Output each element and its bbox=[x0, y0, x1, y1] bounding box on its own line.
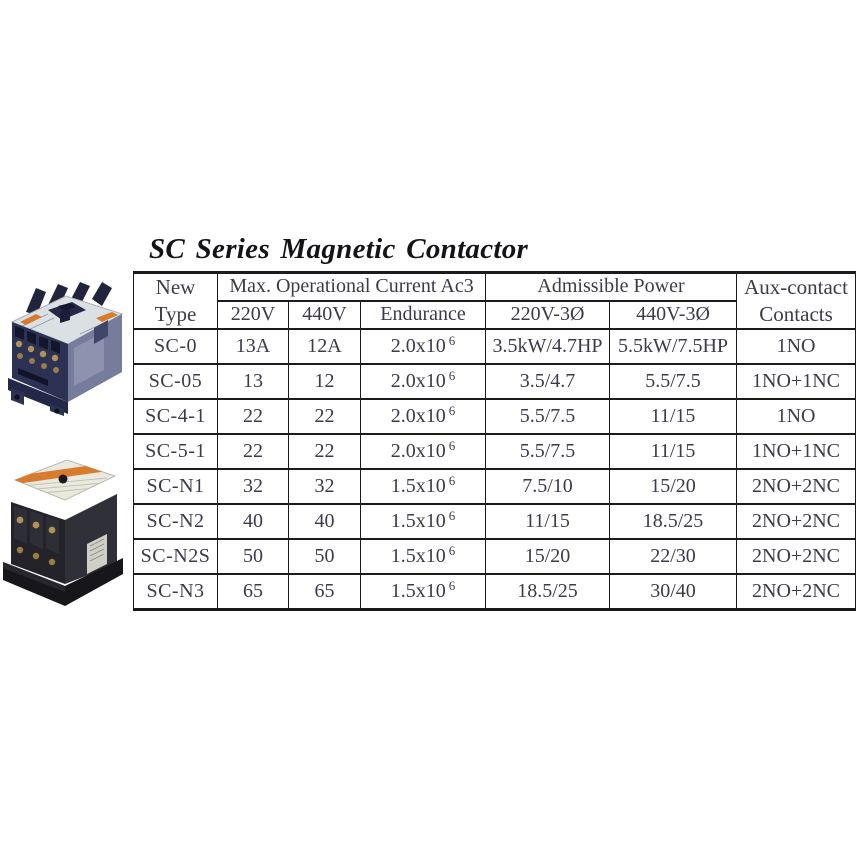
cell-440v: 22 bbox=[289, 399, 361, 434]
cell-endurance: 1.5x10 $^6$ bbox=[361, 539, 486, 574]
col-header-new-type: New Type bbox=[134, 273, 218, 330]
cell-220v: 50 bbox=[218, 539, 289, 574]
table-row bbox=[134, 504, 856, 539]
cell-type: SC-N2S bbox=[134, 539, 218, 574]
group-header-power: Admissible Power bbox=[486, 273, 737, 301]
cell-power-220v: 7.5/10 bbox=[486, 469, 610, 504]
large-contactor-photo bbox=[3, 452, 123, 612]
cell-aux: 2NO+2NC bbox=[737, 574, 856, 609]
cell-aux: 1NO+1NC bbox=[737, 434, 856, 469]
col-header-220v: 220V bbox=[218, 301, 289, 329]
cell-type: SC-0 bbox=[134, 329, 218, 364]
cell-power-440v: 5.5/7.5 bbox=[610, 364, 737, 399]
cell-power-220v: 18.5/25 bbox=[486, 574, 610, 609]
cell-type: SC-N1 bbox=[134, 469, 218, 504]
cell-aux: 2NO+2NC bbox=[737, 539, 856, 574]
col-header-endurance: Endurance bbox=[361, 301, 486, 329]
cell-type: SC-4-1 bbox=[134, 399, 218, 434]
cell-power-440v: 15/20 bbox=[610, 469, 737, 504]
cell-power-440v: 22/30 bbox=[610, 539, 737, 574]
cell-endurance: 1.5x10 $^6$ bbox=[361, 574, 486, 609]
cell-type: SC-N3 bbox=[134, 574, 218, 609]
cell-220v: 13A bbox=[218, 329, 289, 364]
cell-440v: 12 bbox=[289, 364, 361, 399]
table-row bbox=[134, 574, 856, 609]
cell-endurance: 1.5x10 $^6$ bbox=[361, 469, 486, 504]
top-knob bbox=[59, 475, 68, 484]
cell-endurance: 2.0x10 $^6$ bbox=[361, 364, 486, 399]
table-row bbox=[134, 539, 856, 574]
cell-220v: 32 bbox=[218, 469, 289, 504]
cell-power-220v: 15/20 bbox=[486, 539, 610, 574]
cell-220v: 40 bbox=[218, 504, 289, 539]
table-row bbox=[134, 399, 856, 434]
cell-power-440v: 18.5/25 bbox=[610, 504, 737, 539]
cell-power-440v: 11/15 bbox=[610, 434, 737, 469]
cell-440v: 22 bbox=[289, 434, 361, 469]
group-header-current: Max. Operational Current Ac3 bbox=[218, 273, 486, 301]
cell-power-440v: 11/15 bbox=[610, 399, 737, 434]
page-title: SC Series Magnetic Contactor bbox=[149, 233, 529, 265]
col-header-aux-contact: Aux-contact Contacts bbox=[737, 273, 856, 330]
cell-power-220v: 5.5/7.5 bbox=[486, 399, 610, 434]
contactor-photo-icon bbox=[8, 276, 126, 416]
cell-440v: 32 bbox=[289, 469, 361, 504]
table-row bbox=[134, 364, 856, 399]
table-row bbox=[134, 329, 856, 364]
cell-power-220v: 3.5kW/4.7HP bbox=[486, 329, 610, 364]
col-header-440v-3ph: 440V-3Ø bbox=[610, 301, 737, 329]
table-row bbox=[134, 434, 856, 469]
cell-endurance: 2.0x10 $^6$ bbox=[361, 434, 486, 469]
cell-power-220v: 5.5/7.5 bbox=[486, 434, 610, 469]
cell-aux: 2NO+2NC bbox=[737, 504, 856, 539]
col-header-220v-3ph: 220V-3Ø bbox=[486, 301, 610, 329]
cell-type: SC-N2 bbox=[134, 504, 218, 539]
cell-aux: 1NO+1NC bbox=[737, 364, 856, 399]
contactor-photo-icon bbox=[3, 452, 123, 612]
col-header-440v: 440V bbox=[289, 301, 361, 329]
cell-power-440v: 30/40 bbox=[610, 574, 737, 609]
cell-power-220v: 3.5/4.7 bbox=[486, 364, 610, 399]
cell-220v: 22 bbox=[218, 434, 289, 469]
cell-aux: 1NO bbox=[737, 399, 856, 434]
cell-power-440v: 5.5kW/7.5HP bbox=[610, 329, 737, 364]
cell-power-220v: 11/15 bbox=[486, 504, 610, 539]
cell-type: SC-05 bbox=[134, 364, 218, 399]
cell-440v: 40 bbox=[289, 504, 361, 539]
cell-endurance: 1.5x10 $^6$ bbox=[361, 504, 486, 539]
cell-endurance: 2.0x10 $^6$ bbox=[361, 329, 486, 364]
small-contactor-photo bbox=[8, 276, 126, 416]
cell-aux: 2NO+2NC bbox=[737, 469, 856, 504]
cell-endurance: 2.0x10 $^6$ bbox=[361, 399, 486, 434]
cell-type: SC-5-1 bbox=[134, 434, 218, 469]
cell-220v: 22 bbox=[218, 399, 289, 434]
cell-440v: 50 bbox=[289, 539, 361, 574]
cell-440v: 65 bbox=[289, 574, 361, 609]
table-row bbox=[134, 469, 856, 504]
cell-440v: 12A bbox=[289, 329, 361, 364]
cell-aux: 1NO bbox=[737, 329, 856, 364]
spec-table bbox=[133, 271, 856, 611]
cell-220v: 65 bbox=[218, 574, 289, 609]
cell-220v: 13 bbox=[218, 364, 289, 399]
